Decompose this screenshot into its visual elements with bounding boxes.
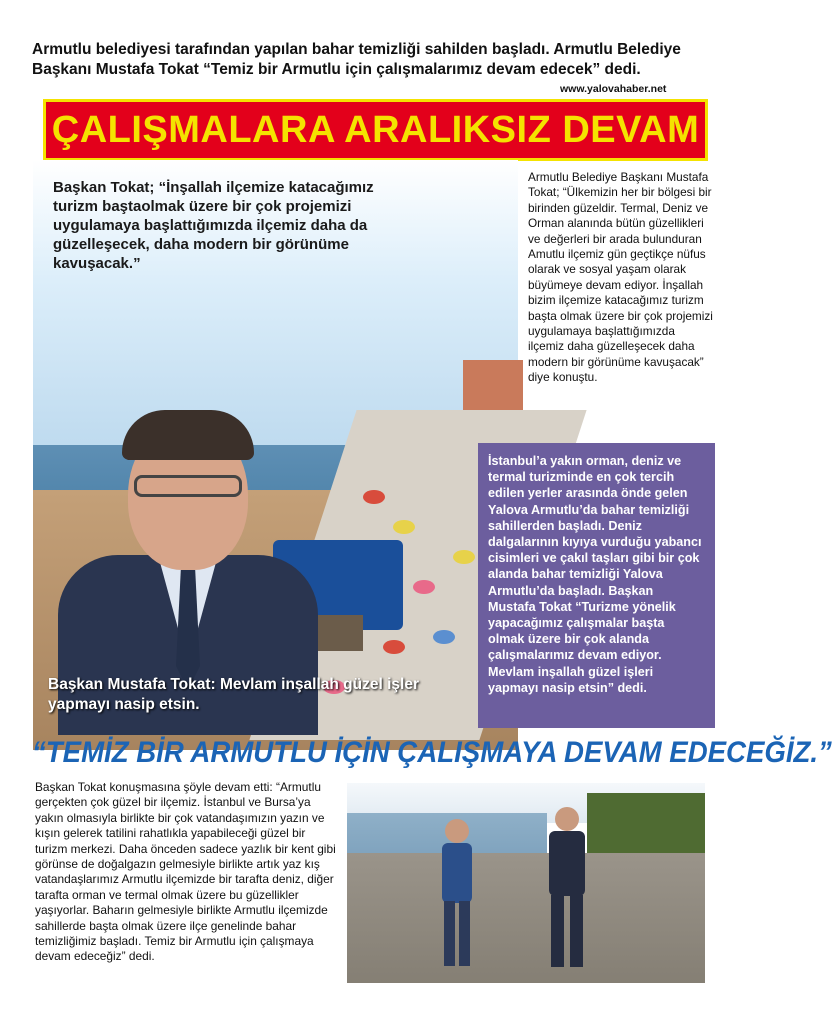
photo-quote: Başkan Tokat; “İnşallah ilçemize katacağımız turizm baştaolmak üzere bir çok projemizi uygulamaya başlattığımızda ilçemiz daha da güzelleşecek, daha modern bir görünüme kavuşacak.” [53, 179, 374, 272]
headline-banner: ÇALIŞMALARA ARALIKSIZ DEVAM [43, 99, 708, 161]
painted-stone [383, 640, 405, 654]
bottom-article-text: Başkan Tokat konuşmasına şöyle devam etti: “Armutlu gerçekten çok güzel bir ilçemiz. İstanbul ve Bursa’ya yakın olmasıyla birlikte bir çok vatandaşımızın yazın ve kışın gelerek tatilini rahatlıkla yapabileceği güzel bir turizm merkezi. Daha önceden sadece yazlık bir kent gibi görünse de doğalgazın gelmesiyle birlikte artık yaz kış vatandaşlarımız Armutlu ilçemizde bir tarafta deniz, diğer tarafta orman ve termal olmak üzere bu güzellikler yaşıyorlar. Baharın gelmesiyle birlikte Armutlu ilçemizde sahillerde başta olmak üzere ilçe genelinde bahar temizliğimiz başladı. Temiz bir Armutlu için çalışmaya devam edeceğiz” dedi. [35, 780, 336, 964]
painted-stone [433, 630, 455, 644]
photo2-shore [347, 853, 705, 983]
intro-text: Armutlu belediyesi tarafından yapılan bahar temizliği sahilden başladı. Armutlu Belediye Başkanı Mustafa Tokat “Temiz bir Armutlu için çalışmalarımız devam edecek” dedi. [32, 41, 681, 78]
painted-stone [453, 550, 475, 564]
mayor-figure [537, 803, 597, 973]
painted-stone [393, 520, 415, 534]
worker-figure [432, 813, 482, 973]
beach-cleaning-photo [33, 160, 518, 730]
photo2-grass [587, 793, 705, 853]
shore-inspection-photo [347, 783, 705, 980]
purple-info-box: İstanbul’a yakın orman, deniz ve termal turizminde en çok tercih edilen yerler arasında önde gelen Yalova Armutlu’da bahar temizliği sahillerden başladı. Deniz dalgalarının kıyıya vurduğu yabancı cisimleri ve çakıl taşları gibi bir çok alanda bahar temizliği Yalova Armutlu’da başladı. Başkan Mustafa Tokat “Turizme yönelik yapacağımız çalışmalar başta olmak üzere bir çok alanda çalışmalarımız devam ediyor. Mevlam inşallah güzel işleri yapmayı nasip etsin” dedi. [478, 443, 715, 728]
mayor-glasses [134, 475, 242, 497]
mayor-hair [122, 410, 254, 460]
right-column-text: Armutlu Belediye Başkanı Mustafa Tokat; “Ülkemizin her bir bölgesi bir birinden güzeldir. Termal, Deniz ve Orman alanında bütün güzellikleri ve değerleri bir arada bulunduran Amutlu ilçemiz gün geçtikçe nüfus olarak ve sosyal yaşam olarak büyümeye devam ediyor. İnşallah bizim ilçemize katacağımız turizm başta olmak üzere bir çok projemizi uygulamaya başlattığımızda ilçemiz daha güzelleşecek daha modern bir görünüme kavuşacak” diye konuştu. [528, 170, 713, 385]
photo-caption: Başkan Mustafa Tokat: Mevlam inşallah güzel işler yapmayı nasip etsin. [48, 676, 419, 713]
subheadline: “TEMİZ BİR ARMUTLU İÇİN ÇALIŞMAYA DEVAM EDECEĞİZ.” [32, 736, 832, 769]
painted-stone [413, 580, 435, 594]
painted-stone [363, 490, 385, 504]
website-label: www.yalovahaber.net [560, 83, 667, 95]
